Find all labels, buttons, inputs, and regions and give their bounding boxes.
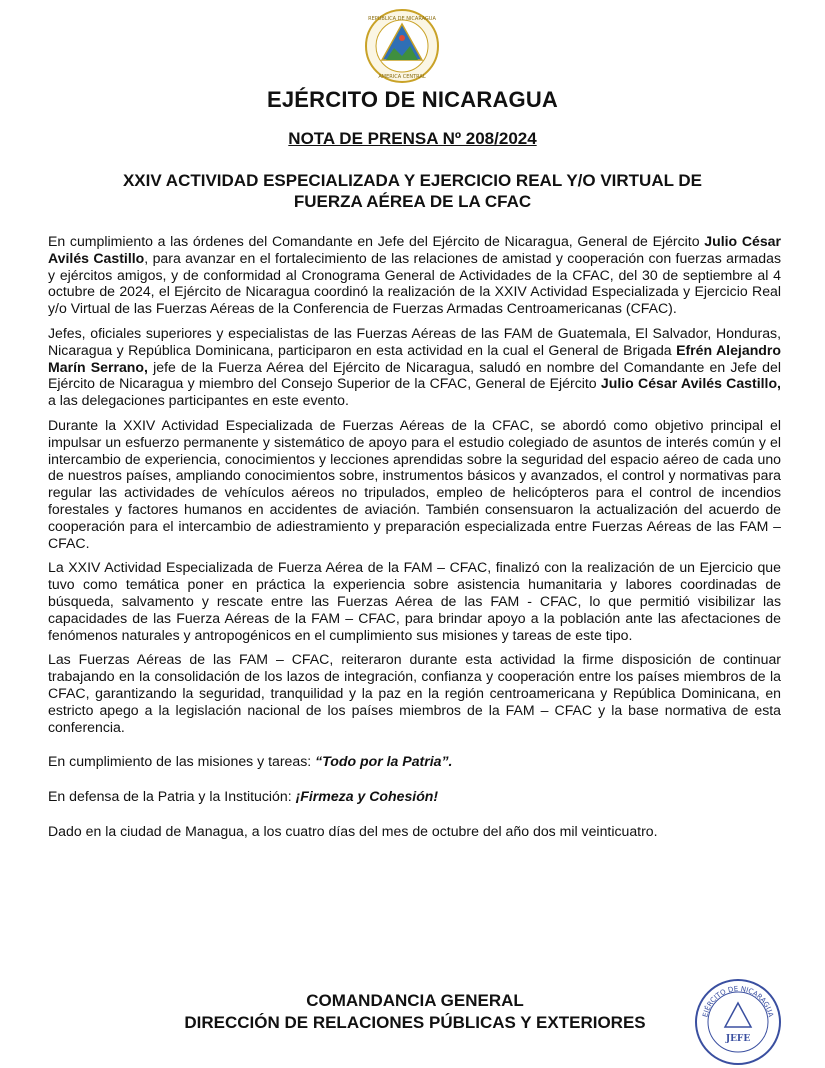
headline-line-1: XXIV ACTIVIDAD ESPECIALIZADA Y EJERCICIO REAL Y/O VIRTUAL DE (122, 171, 703, 190)
article-body (48, 233, 781, 848)
official-stamp (693, 977, 783, 1067)
press-note-number: NOTA DE PRENSA Nº 208/2024 (288, 129, 537, 148)
motto-2: En defensa de la Patria y la Institución: ¡Firmeza y Cohesión! (48, 788, 439, 805)
headline-line-2: FUERZA AÉREA DE LA CFAC (293, 192, 532, 211)
nicaragua-coat-of-arms-seal (364, 8, 440, 84)
paragraph-4: La XXIV Actividad Especializada de Fuerza Aérea de la FAM – CFAC, finalizó con la realización de un Ejercicio que tuvo como temática poner en práctica la experiencia sobre asistencia humanitaria y labores coordinadas de búsqueda, salvamento y rescate entre las Fuerzas Aérea de las FAM - CFAC, lo que permitió visibilizar las capacidades de las Fuerza Aéreas de la FAM – CFAC, para brindar apoyo a la población ante las afectaciones de fenómenos naturales y antropogénicos en el cumplimiento sus misiones y tareas de este tipo. (48, 559, 781, 643)
headline (70, 170, 755, 212)
paragraph-5: Las Fuerzas Aéreas de las FAM – CFAC, reiteraron durante esta actividad la firme disposición de continuar trabajando en la consolidación de los lazos de integración, confianza y cooperación entre los países miembros de la CFAC, garantizando la seguridad, tranquilidad y la paz en la región centroamericana y República Dominicana, en estricto apego a la legislación nacional de los países miembros de la FAM – CFAC y la base normativa de esta conferencia. (48, 651, 781, 735)
paragraph-1: En cumplimiento a las órdenes del Comandante en Jefe del Ejército de Nicaragua, General de Ejército Julio César Avilés Castillo, para avanzar en el fortalecimiento de las relaciones de amistad y cooperación con fuerzas armadas y ejércitos amigos, y de conformidad al Cronograma General de Actividades de la CFAC, del 30 de septiembre al 4 octubre de 2024, el Ejército de Nicaragua coordinó la realización de la XXIV Actividad Especializada y Ejercicio Real y/o Virtual de las Fuerzas Aéreas de la Conferencia de Fuerzas Armadas Centroamericanas (CFAC). (48, 233, 781, 317)
stamp-center-text: JEFE (725, 1034, 751, 1044)
signature-block (140, 990, 690, 1034)
svg-text:AMERICA CENTRAL: AMERICA CENTRAL (378, 74, 426, 80)
dated-line: Dado en la ciudad de Managua, a los cuatro días del mes de octubre del año dos mil veinticuatro. (48, 822, 658, 839)
signature-line-2: DIRECCIÓN DE RELACIONES PÚBLICAS Y EXTERIORES (184, 1013, 646, 1032)
motto-1: En cumplimiento de las misiones y tareas: “Todo por la Patria”. (48, 753, 453, 770)
organization-title: EJÉRCITO DE NICARAGUA (266, 87, 559, 112)
svg-text:REPUBLICA DE NICARAGUA: REPUBLICA DE NICARAGUA (368, 16, 436, 22)
signature-line-1: COMANDANCIA GENERAL (306, 991, 524, 1010)
stamp-ring-text: EJÉRCITO DE NICARAGUA (701, 984, 775, 1018)
paragraph-2: Jefes, oficiales superiores y especialistas de las Fuerzas Aéreas de las FAM de Guatemala, El Salvador, Honduras, Nicaragua y República Dominicana, participaron en esta actividad en la cual el General de Brigada Efrén Alejandro Marín Serrano, jefe de la Fuerza Aérea del Ejército de Nicaragua, saludó en nombre del Comandante en Jefe del Ejército de Nicaragua y miembro del Consejo Superior de la CFAC, General de Ejército Julio César Avilés Castillo, a las delegaciones participantes en este evento. (48, 324, 781, 409)
paragraph-3: Durante la XXIV Actividad Especializada de Fuerzas Aéreas de la CFAC, se abordó como objetivo principal el impulsar un esfuerzo permanente y sistemático de apoyo para el estudio colegiado de asuntos de interés común y el intercambio de experiencia, conocimientos y lecciones aprendidas sobre la seguridad del espacio aéreo de cada uno de nuestros países, ampliando conocimientos sobre, instrumentos básicos y avanzados, el control y normativas para regular las actividades de vehículos aéreos no tripulados, empleo de helicópteros para el control de incendios forestales y factores humanos en accidentes de aviación. También consensuaron la actualización del acuerdo de cooperación para el intercambio de adiestramiento y preparación especializada entre Fuerzas Aéreas de las FAM – CFAC. (48, 416, 781, 551)
